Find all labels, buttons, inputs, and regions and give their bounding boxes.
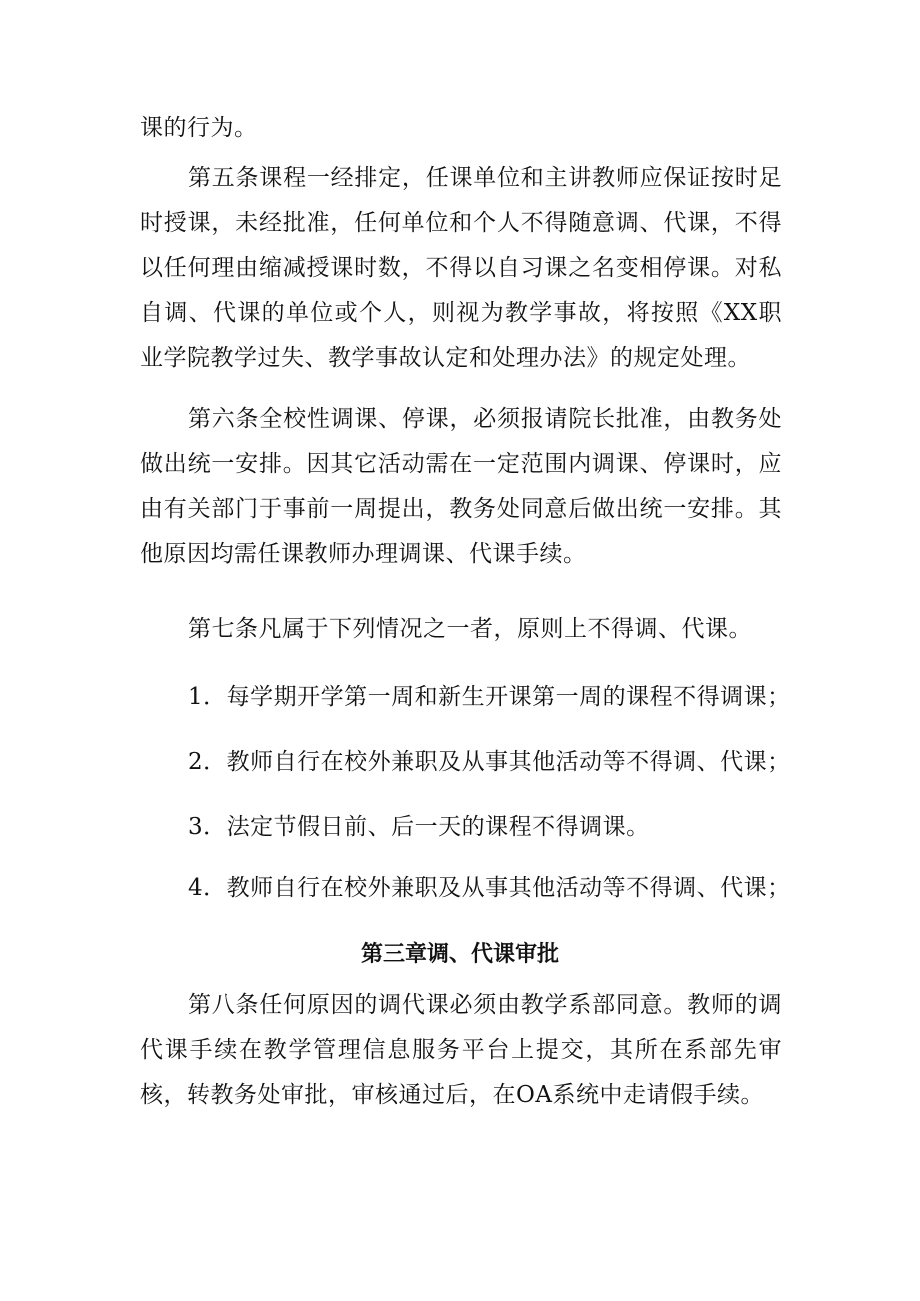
article-5-paragraph: 第五条课程一经排定，任课单位和主讲教师应保证按时足时授课，未经批准，任何单位和个人不得随意调、代课，不得以任何理由缩减授课时数，不得以自习课之名变相停课。对私自调、代课的单位或个人，则视为教学事故，将按照《XX职业学院教学过失、教学事故认定和处理办法》的规定处理。 xyxy=(140,165,782,371)
list-item-1: 1．每学期开学第一周和新生开课第一周的课程不得调课； xyxy=(188,684,791,710)
article-6-paragraph: 第六条全校性调课、停课，必须报请院长批准，由教务处做出统一安排。因其它活动需在一定范围内调课、停课时，应由有关部门于事前一周提出，教务处同意后做出统一安排。其他原因均需任课教师办理调课、代课手续。 xyxy=(140,406,782,567)
continuation-text: 课的行为。 xyxy=(140,115,258,141)
article-8-paragraph: 第八条任何原因的调代课必须由教学系部同意。教师的调代课手续在教学管理信息服务平台上提交，其所在系部先审核，转教务处审批，审核通过后，在OA系统中走请假手续。 xyxy=(140,992,782,1108)
article-7-paragraph: 第七条凡属于下列情况之一者，原则上不得调、代课。 xyxy=(188,616,752,642)
chapter-3-heading: 第三章调、代课审批 xyxy=(360,942,559,967)
list-item-2: 2．教师自行在校外兼职及从事其他活动等不得调、代课； xyxy=(188,749,791,775)
list-item-3: 3．法定节假日前、后一天的课程不得调课。 xyxy=(188,814,650,840)
list-item-4: 4．教师自行在校外兼职及从事其他活动等不得调、代课； xyxy=(188,875,791,901)
